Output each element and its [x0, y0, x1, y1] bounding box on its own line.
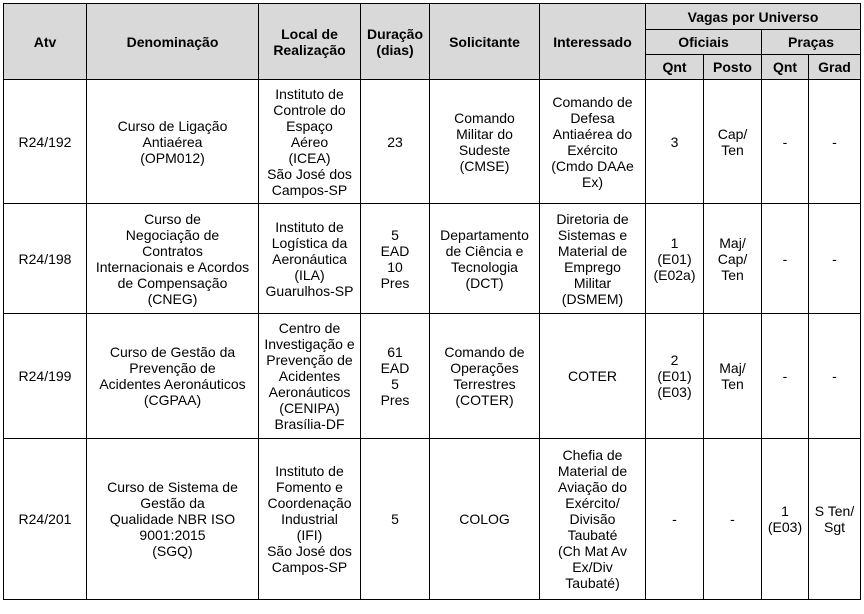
cell-pracas-qnt: - — [762, 80, 809, 204]
cell-pracas-qnt: - — [762, 314, 809, 439]
cell-local: Instituto de Logística da Aeronáutica (ILA) Guarulhos-SP — [259, 204, 361, 314]
cell-solicitante: Comando de Operações Terrestres (COTER) — [430, 314, 540, 439]
cell-duracao: 5 — [361, 439, 430, 600]
cell-pracas-grad: S Ten/ Sgt — [809, 439, 861, 600]
cell-denominacao: Curso de Ligação Antiaérea (OPM012) — [87, 80, 259, 204]
course-vacancy-table — [3, 3, 861, 600]
cell-oficiais-posto: Maj/ Cap/ Ten — [704, 204, 762, 314]
table-row — [4, 439, 861, 600]
cell-pracas-grad: - — [809, 204, 861, 314]
cell-local: Centro de Investigação e Prevenção de Acidentes Aeronáuticos (CENIPA) Brasília-DF — [259, 314, 361, 439]
header-pracas-qnt: Qnt — [762, 55, 809, 80]
cell-denominacao: Curso de Sistema de Gestão da Qualidade NBR ISO 9001:2015 (SGQ) — [87, 439, 259, 600]
cell-oficiais-posto: Maj/ Ten — [704, 314, 762, 439]
header-pracas-grad: Grad — [809, 55, 861, 80]
cell-oficiais-qnt: 1 (E01) (E02a) — [646, 204, 704, 314]
cell-interessado: Chefia de Material de Aviação do Exército/ Divisão Taubaté (Ch Mat Av Ex/Div Taubaté) — [540, 439, 646, 600]
table-row — [4, 314, 861, 439]
cell-pracas-qnt: - — [762, 204, 809, 314]
header-duracao: Duração (dias) — [361, 4, 430, 80]
table-body — [4, 80, 861, 600]
cell-denominacao: Curso de Gestão da Prevenção de Acidentes Aeronáuticos (CGPAA) — [87, 314, 259, 439]
cell-atv: R24/199 — [4, 314, 87, 439]
cell-interessado: Comando de Defesa Antiaérea do Exército (Cmdo DAAe Ex) — [540, 80, 646, 204]
cell-local: Instituto de Fomento e Coordenação Industrial (IFI) São José dos Campos-SP — [259, 439, 361, 600]
table-row — [4, 204, 861, 314]
cell-atv: R24/198 — [4, 204, 87, 314]
cell-oficiais-posto: Cap/ Ten — [704, 80, 762, 204]
header-atv: Atv — [4, 4, 87, 80]
cell-pracas-grad: - — [809, 80, 861, 204]
header-denominacao: Denominação — [87, 4, 259, 80]
cell-solicitante: COLOG — [430, 439, 540, 600]
course-table-container — [3, 3, 861, 600]
table-row — [4, 80, 861, 204]
header-oficiais-qnt: Qnt — [646, 55, 704, 80]
cell-atv: R24/201 — [4, 439, 87, 600]
cell-interessado: Diretoria de Sistemas e Material de Emprego Militar (DSMEM) — [540, 204, 646, 314]
cell-pracas-qnt: 1 (E03) — [762, 439, 809, 600]
cell-duracao: 23 — [361, 80, 430, 204]
header-local-realizacao: Local de Realização — [259, 4, 361, 80]
header-pracas: Praças — [762, 30, 861, 55]
header-oficiais-posto: Posto — [704, 55, 762, 80]
cell-interessado: COTER — [540, 314, 646, 439]
cell-pracas-grad: - — [809, 314, 861, 439]
cell-oficiais-qnt: 3 — [646, 80, 704, 204]
cell-oficiais-qnt: - — [646, 439, 704, 600]
cell-denominacao: Curso de Negociação de Contratos Internacionais e Acordos de Compensação (CNEG) — [87, 204, 259, 314]
cell-atv: R24/192 — [4, 80, 87, 204]
cell-duracao: 5 EAD 10 Pres — [361, 204, 430, 314]
header-vagas-por-universo: Vagas por Universo — [646, 4, 861, 30]
cell-solicitante: Comando Militar do Sudeste (CMSE) — [430, 80, 540, 204]
cell-duracao: 61 EAD 5 Pres — [361, 314, 430, 439]
header-interessado: Interessado — [540, 4, 646, 80]
table-header — [4, 4, 861, 80]
cell-oficiais-posto: - — [704, 439, 762, 600]
header-solicitante: Solicitante — [430, 4, 540, 80]
cell-local: Instituto de Controle do Espaço Aéreo (ICEA) São José dos Campos-SP — [259, 80, 361, 204]
header-oficiais: Oficiais — [646, 30, 762, 55]
cell-solicitante: Departamento de Ciência e Tecnologia (DCT) — [430, 204, 540, 314]
cell-oficiais-qnt: 2 (E01) (E03) — [646, 314, 704, 439]
